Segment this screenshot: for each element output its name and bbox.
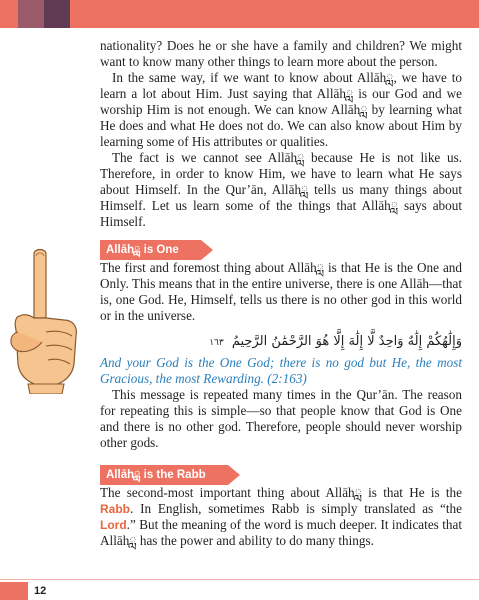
paragraph-4: The first and foremost thing about Allāhླ is that He is the One and Only. This means that in the entire universe, there is one Allāh—that is, one God. He, Himself, tells us there is no other god in this world or in the universe. <box>100 260 462 323</box>
paragraph-6-part-c: .” But the meaning of the word is much deeper. It indicates that Allāhླ has the power and ability to do many things. <box>100 517 462 548</box>
term-lord: Lord <box>100 518 127 532</box>
paragraph-2: In the same way, if we want to know about Allāhླ, we have to learn a lot about Him. Just saying that Allāhླ is our God and we worship Him is not enough. We can know Allāhླ by learning what He does and what He does not do. We can also know about Him by learning some of His attributes or qualities. <box>100 70 462 149</box>
verse-number-marker: ١٦٣ <box>209 338 224 348</box>
arabic-verse <box>100 334 462 349</box>
footer-rule <box>0 579 479 580</box>
verse-translation: And your God is the One God; there is no god but He, the most Gracious, the most Rewarding. (2:163) <box>100 355 462 386</box>
top-tab-mauve <box>18 0 44 28</box>
paragraph-1: nationality? Does he or she have a family and children? We might want to know many other things to learn more about the person. <box>100 38 462 69</box>
paragraph-6-part-b: . In English, sometimes Rabb is simply translated as “the <box>130 501 462 516</box>
section-heading-rabb: Allāhླ is the Rabb <box>100 465 228 485</box>
top-tab-plum <box>44 0 70 28</box>
hand-index-finger-icon <box>6 246 88 394</box>
page-content <box>100 38 462 549</box>
term-rabb: Rabb <box>100 502 130 516</box>
top-banner <box>0 0 479 28</box>
paragraph-3: The fact is we cannot see Allāhླ because He is not like us. Therefore, in order to know Him, we have to learn what He says about Himself. In the Qur’ān, Allāhླ tells us many things about Himself. Let us learn some of the things that Allāhླ says about Himself. <box>100 150 462 229</box>
page-number: 12 <box>34 585 47 597</box>
section-heading-one: Allāhླ is One <box>100 240 201 260</box>
page-number-box <box>0 582 28 600</box>
paragraph-6 <box>100 485 462 549</box>
paragraph-6-part-a: The second-most important thing about Allāhླ is that He is the <box>100 485 462 500</box>
arabic-verse-text: وَإِلَٰهُكُمْ إِلَٰهٌ وَاحِدٌ لَّا إِلَٰهَ إِلَّا هُوَ الرَّحْمَٰنُ الرَّحِيمُ <box>231 334 462 349</box>
paragraph-5: This message is repeated many times in the Qur’ān. The reason for repeating this is simple—so that people know that God is One and there is no other god. Therefore, people should never worship other gods. <box>100 387 462 450</box>
